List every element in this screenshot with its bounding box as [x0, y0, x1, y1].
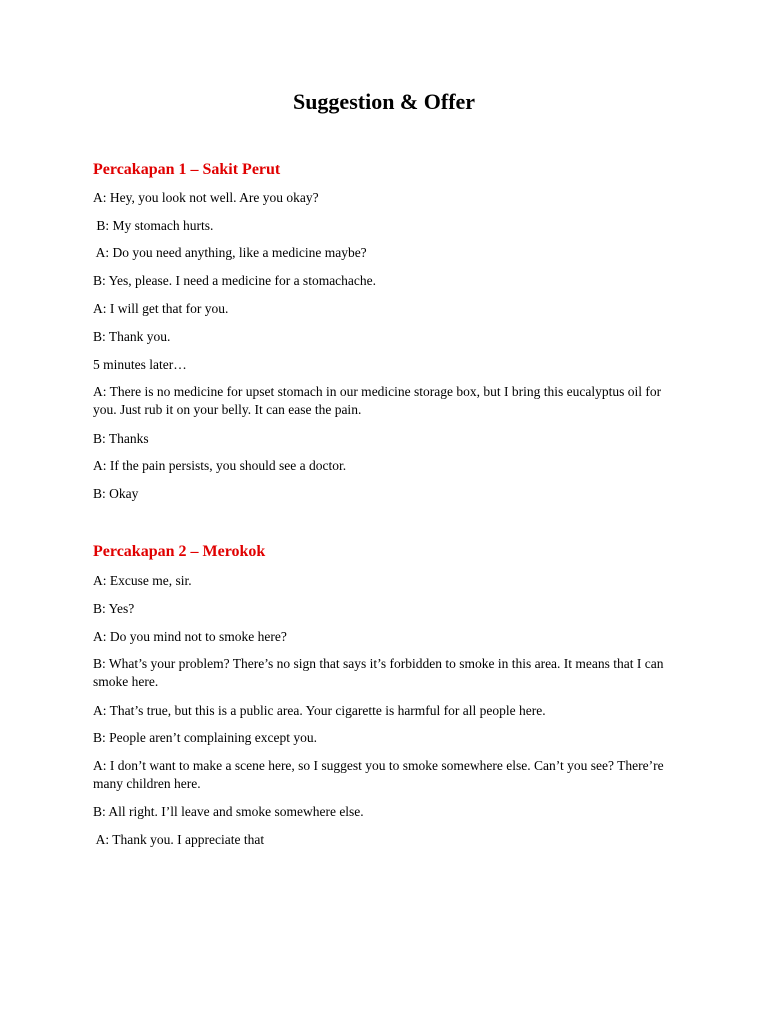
dialogue-line: B: Yes, please. I need a medicine for a stomachache. [93, 273, 377, 288]
dialogue-line: B: What’s your problem? There’s no sign that says it’s forbidden to smoke in this area. It means that I can smoke here. [93, 656, 664, 689]
dialogue-line: A: If the pain persists, you should see a doctor. [93, 458, 347, 473]
dialogue-line: A: Excuse me, sir. [93, 573, 192, 588]
dialogue-line: A: Do you need anything, like a medicine maybe? [93, 245, 367, 260]
dialogue-line: A: Thank you. I appreciate that [93, 832, 265, 847]
dialogue-line: B: My stomach hurts. [93, 218, 214, 233]
dialogue-line: A: There is no medicine for upset stomach in our medicine storage box, but I bring this eucalyptus oil for you. Just rub it on your belly. It can ease the pain. [93, 384, 662, 417]
section-heading-2: Percakapan 2 – Merokok [93, 543, 266, 560]
dialogue-line: B: Thanks [93, 431, 149, 446]
document-title: Suggestion & Offer [292, 89, 476, 114]
narration-line: 5 minutes later… [93, 357, 187, 372]
dialogue-line: A: Hey, you look not well. Are you okay? [93, 190, 319, 205]
dialogue-line: A: I will get that for you. [93, 301, 229, 316]
dialogue-line: B: Yes? [93, 601, 135, 616]
dialogue-line: A: I don’t want to make a scene here, so I suggest you to smoke somewhere else. Can’t you see? There’re many children here. [93, 758, 664, 791]
dialogue-line: A: That’s true, but this is a public area. Your cigarette is harmful for all people here. [93, 703, 546, 718]
dialogue-line: B: Thank you. [93, 329, 171, 344]
section-heading-1: Percakapan 1 – Sakit Perut [93, 161, 281, 178]
dialogue-line: B: All right. I’ll leave and smoke somewhere else. [93, 804, 364, 819]
dialogue-line: B: People aren’t complaining except you. [93, 730, 317, 745]
dialogue-line: A: Do you mind not to smoke here? [93, 629, 287, 644]
dialogue-line: B: Okay [93, 486, 139, 501]
